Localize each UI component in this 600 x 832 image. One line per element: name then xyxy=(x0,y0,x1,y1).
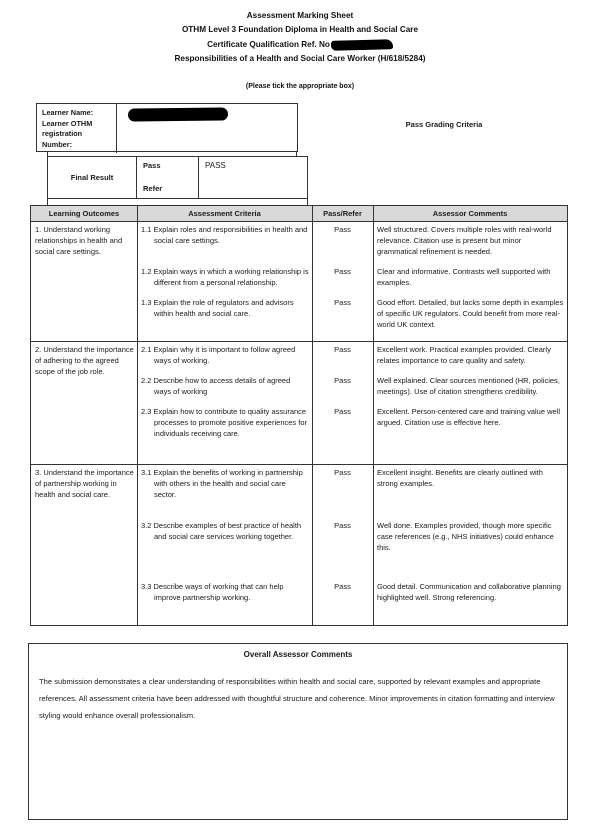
learning-outcome: 3. Understand the importance of partnership working in health and social care. xyxy=(35,468,134,499)
assessor-comment: Excellent work. Practical examples provided. Clearly relates importance to care quality and safety. xyxy=(377,345,551,365)
criterion-result: Pass xyxy=(334,582,351,591)
final-result-options xyxy=(136,157,198,198)
assessor-comment: Clear and informative. Contrasts well supported with examples. xyxy=(377,267,551,287)
learning-outcome: 2. Understand the importance of adhering to the agreed scope of the job role. xyxy=(35,345,134,376)
final-result-option-pass: Pass xyxy=(143,161,161,170)
learner-values xyxy=(116,104,297,153)
criterion-result: Pass xyxy=(334,521,351,530)
document-header xyxy=(0,9,600,94)
qualification-ref-line xyxy=(0,38,600,52)
redacted-learner-name xyxy=(128,107,228,121)
border-segment xyxy=(47,198,48,205)
redacted-qualification-ref xyxy=(331,39,393,51)
final-result-table xyxy=(47,156,308,199)
assessor-comment: Excellent insight. Benefits are clearly outlined with strong examples. xyxy=(377,468,543,488)
col-header-learning-outcomes: Learning Outcomes xyxy=(48,209,120,218)
table-row-outcome-1 xyxy=(31,222,567,342)
marking-table-header-row xyxy=(31,206,567,222)
criterion-result: Pass xyxy=(334,225,351,234)
criterion-result: Pass xyxy=(334,267,351,276)
col-header-assessor-comments: Assessor Comments xyxy=(432,209,508,218)
border-segment xyxy=(307,198,308,205)
learner-reg-label: Learner OTHM registration Number: xyxy=(42,118,93,149)
final-result-value: PASS xyxy=(198,157,307,198)
overall-comments-title: Overall Assessor Comments xyxy=(243,650,353,659)
assessor-comment: Well done. Examples provided, though more specific case references (e.g., NHS initiatives) could enhance this. xyxy=(377,521,554,552)
assessor-comment: Excellent. Person-centered care and training value well argued. Citation use is effective here. xyxy=(377,407,561,427)
criterion-text: 2.3 Explain how to contribute to quality assurance processes to promote positive experiences for individuals receiving care. xyxy=(141,407,307,438)
criterion-text: 2.1 Explain why it is important to follow agreed ways of working. xyxy=(141,345,296,365)
doc-unit-title: Responsibilities of a Health and Social Care Worker (H/618/5284) xyxy=(174,54,426,64)
learner-labels xyxy=(37,104,116,153)
assessor-comment: Good effort. Detailed, but lacks some depth in examples of specific UK regulators. Could benefit from more real-world UK context. xyxy=(377,298,564,329)
qualification-ref-label: Certificate Qualification Ref. No xyxy=(207,39,330,49)
assessor-comment: Well explained. Clear sources mentioned (HR, policies, meetings). Use of citation strengthens credibility. xyxy=(377,376,560,396)
table-row-outcome-2 xyxy=(31,342,567,465)
doc-title: Assessment Marking Sheet xyxy=(246,11,354,20)
assessor-comment: Good detail. Communication and collaborative planning highlighted well. Strong referencing. xyxy=(377,582,561,602)
overall-comments-box xyxy=(28,643,568,820)
learner-info-box xyxy=(36,103,298,152)
learning-outcome: 1. Understand working relationships in health and social care settings. xyxy=(35,225,123,256)
col-header-assessment-criteria: Assessment Criteria xyxy=(188,209,261,218)
col-header-pass-refer: Pass/Refer xyxy=(323,209,362,218)
table-column-divider xyxy=(312,206,313,625)
final-result-option-refer: Refer xyxy=(143,184,163,193)
criterion-result: Pass xyxy=(334,298,351,307)
criterion-text: 3.2 Describe examples of best practice of health and social care services working together. xyxy=(141,521,302,541)
overall-comments-text: The submission demonstrates a clear understanding of responsibilities within health and social care, supported by relevant examples and appropriate references. All assessment criteria have been addressed with thoughtful structure and coherence. Minor improvements in citation formatting and interview styling would enhance overall professionalism. xyxy=(39,677,555,720)
marking-table xyxy=(30,205,568,626)
criterion-text: 2.2 Describe how to access details of agreed ways of working xyxy=(141,376,291,396)
table-column-divider xyxy=(373,206,374,625)
border-segment xyxy=(47,151,48,156)
criterion-result: Pass xyxy=(334,345,351,354)
final-result-label: Final Result xyxy=(70,173,114,182)
criterion-text: 1.3 Explain the role of regulators and advisors within health and social care. xyxy=(141,298,294,318)
criterion-text: 1.1 Explain roles and responsibilities in health and social care settings. xyxy=(141,225,308,245)
table-column-divider xyxy=(137,206,138,625)
learner-name-label: Learner Name: xyxy=(42,108,94,117)
tick-instruction: (Please tick the appropriate box) xyxy=(245,82,355,90)
criterion-result: Pass xyxy=(334,376,351,385)
criterion-result: Pass xyxy=(334,468,351,477)
criterion-text: 3.1 Explain the benefits of working in partnership with others in the health and social care sector. xyxy=(141,468,303,499)
criterion-text: 1.2 Explain ways in which a working relationship is different from a personal relationship. xyxy=(141,267,309,287)
criterion-result: Pass xyxy=(334,407,351,416)
border-segment xyxy=(296,151,297,156)
doc-subtitle-qualification: OTHM Level 3 Foundation Diploma in Health and Social Care xyxy=(181,25,419,35)
criterion-text: 3.3 Describe ways of working that can help improve partnership working. xyxy=(141,582,284,602)
assessor-comment: Well structured. Covers multiple roles with real-world relevance. Citation use is present but minor grammatical refinement is needed. xyxy=(377,225,552,256)
table-row-outcome-3 xyxy=(31,465,567,625)
pass-grading-criteria-label: Pass Grading Criteria xyxy=(405,120,483,129)
